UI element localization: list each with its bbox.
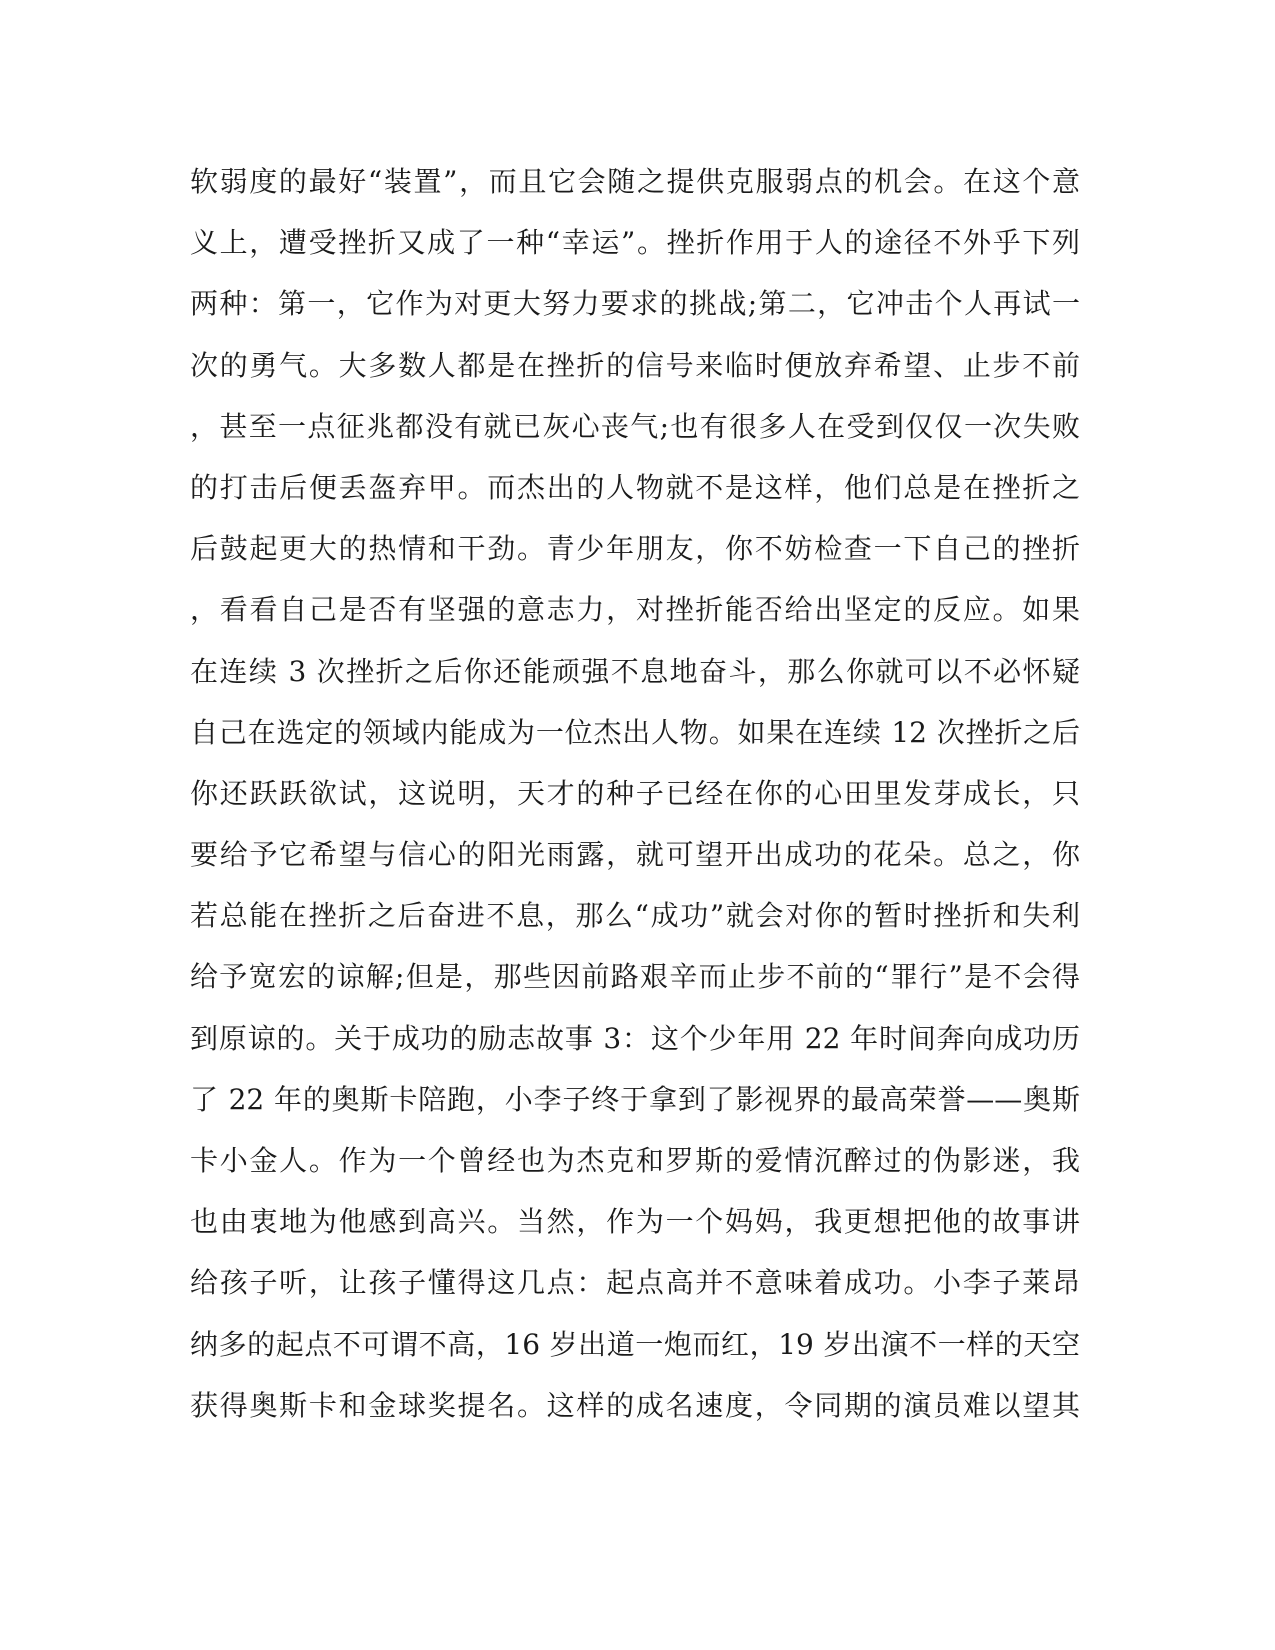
text-line: 给孩子听，让孩子懂得这几点：起点高并不意味着成功。小李子莱昂 (190, 1266, 1080, 1300)
text-line: 获得奥斯卡和金球奖提名。这样的成名速度，令同期的演员难以望其 (190, 1388, 1080, 1422)
text-line: 义上，遭受挫折又成了一种“幸运”。挫折作用于人的途径不外乎下列 (190, 226, 1080, 260)
body-text (190, 163, 1080, 1448)
text-line: ，甚至一点征兆都没有就已灰心丧气;也有很多人在受到仅仅一次失败 (190, 409, 1080, 443)
text-line: 卡小金人。作为一个曾经也为杰克和罗斯的爱情沉醉过的伪影迷，我 (190, 1144, 1080, 1177)
text-line: 自己在选定的领域内能成为一位杰出人物。如果在连续 12 次挫折之后 (190, 715, 1080, 749)
text-line: 在连续 3 次挫折之后你还能顽强不息地奋斗，那么你就可以不必怀疑 (190, 654, 1080, 688)
text-line: 两种：第一，它作为对更大努力要求的挑战;第二，它冲击个人再试一 (190, 287, 1080, 321)
text-line: 也由衷地为他感到高兴。当然，作为一个妈妈，我更想把他的故事讲 (190, 1205, 1080, 1239)
text-line: 后鼓起更大的热情和干劲。青少年朋友，你不妨检查一下自己的挫折 (190, 532, 1080, 566)
text-line: 次的勇气。大多数人都是在挫折的信号来临时便放弃希望、止步不前 (190, 348, 1080, 382)
text-line: 要给予它希望与信心的阳光雨露，就可望开出成功的花朵。总之，你 (190, 838, 1080, 872)
text-line: 软弱度的最好“装置”，而且它会随之提供克服弱点的机会。在这个意 (190, 165, 1080, 198)
text-line: 的打击后便丢盔弃甲。而杰出的人物就不是这样，他们总是在挫折之 (190, 470, 1080, 504)
text-line: 了 22 年的奥斯卡陪跑，小李子终于拿到了影视界的最高荣誉——奥斯 (190, 1082, 1080, 1116)
text-line: 到原谅的。关于成功的励志故事 3：这个少年用 22 年时间奔向成功历 (190, 1021, 1080, 1055)
text-line: 纳多的起点不可谓不高，16 岁出道一炮而红，19 岁出演不一样的天空 (190, 1327, 1080, 1361)
text-line: ，看看自己是否有坚强的意志力，对挫折能否给出坚定的反应。如果 (190, 593, 1080, 627)
text-line: 给予宽宏的谅解;但是，那些因前路艰辛而止步不前的“罪行”是不会得 (190, 960, 1080, 994)
text-line: 若总能在挫折之后奋进不息，那么“成功”就会对你的暂时挫折和失利 (190, 899, 1080, 933)
text-line: 你还跃跃欲试，这说明，天才的种子已经在你的心田里发芽成长，只 (190, 776, 1080, 810)
